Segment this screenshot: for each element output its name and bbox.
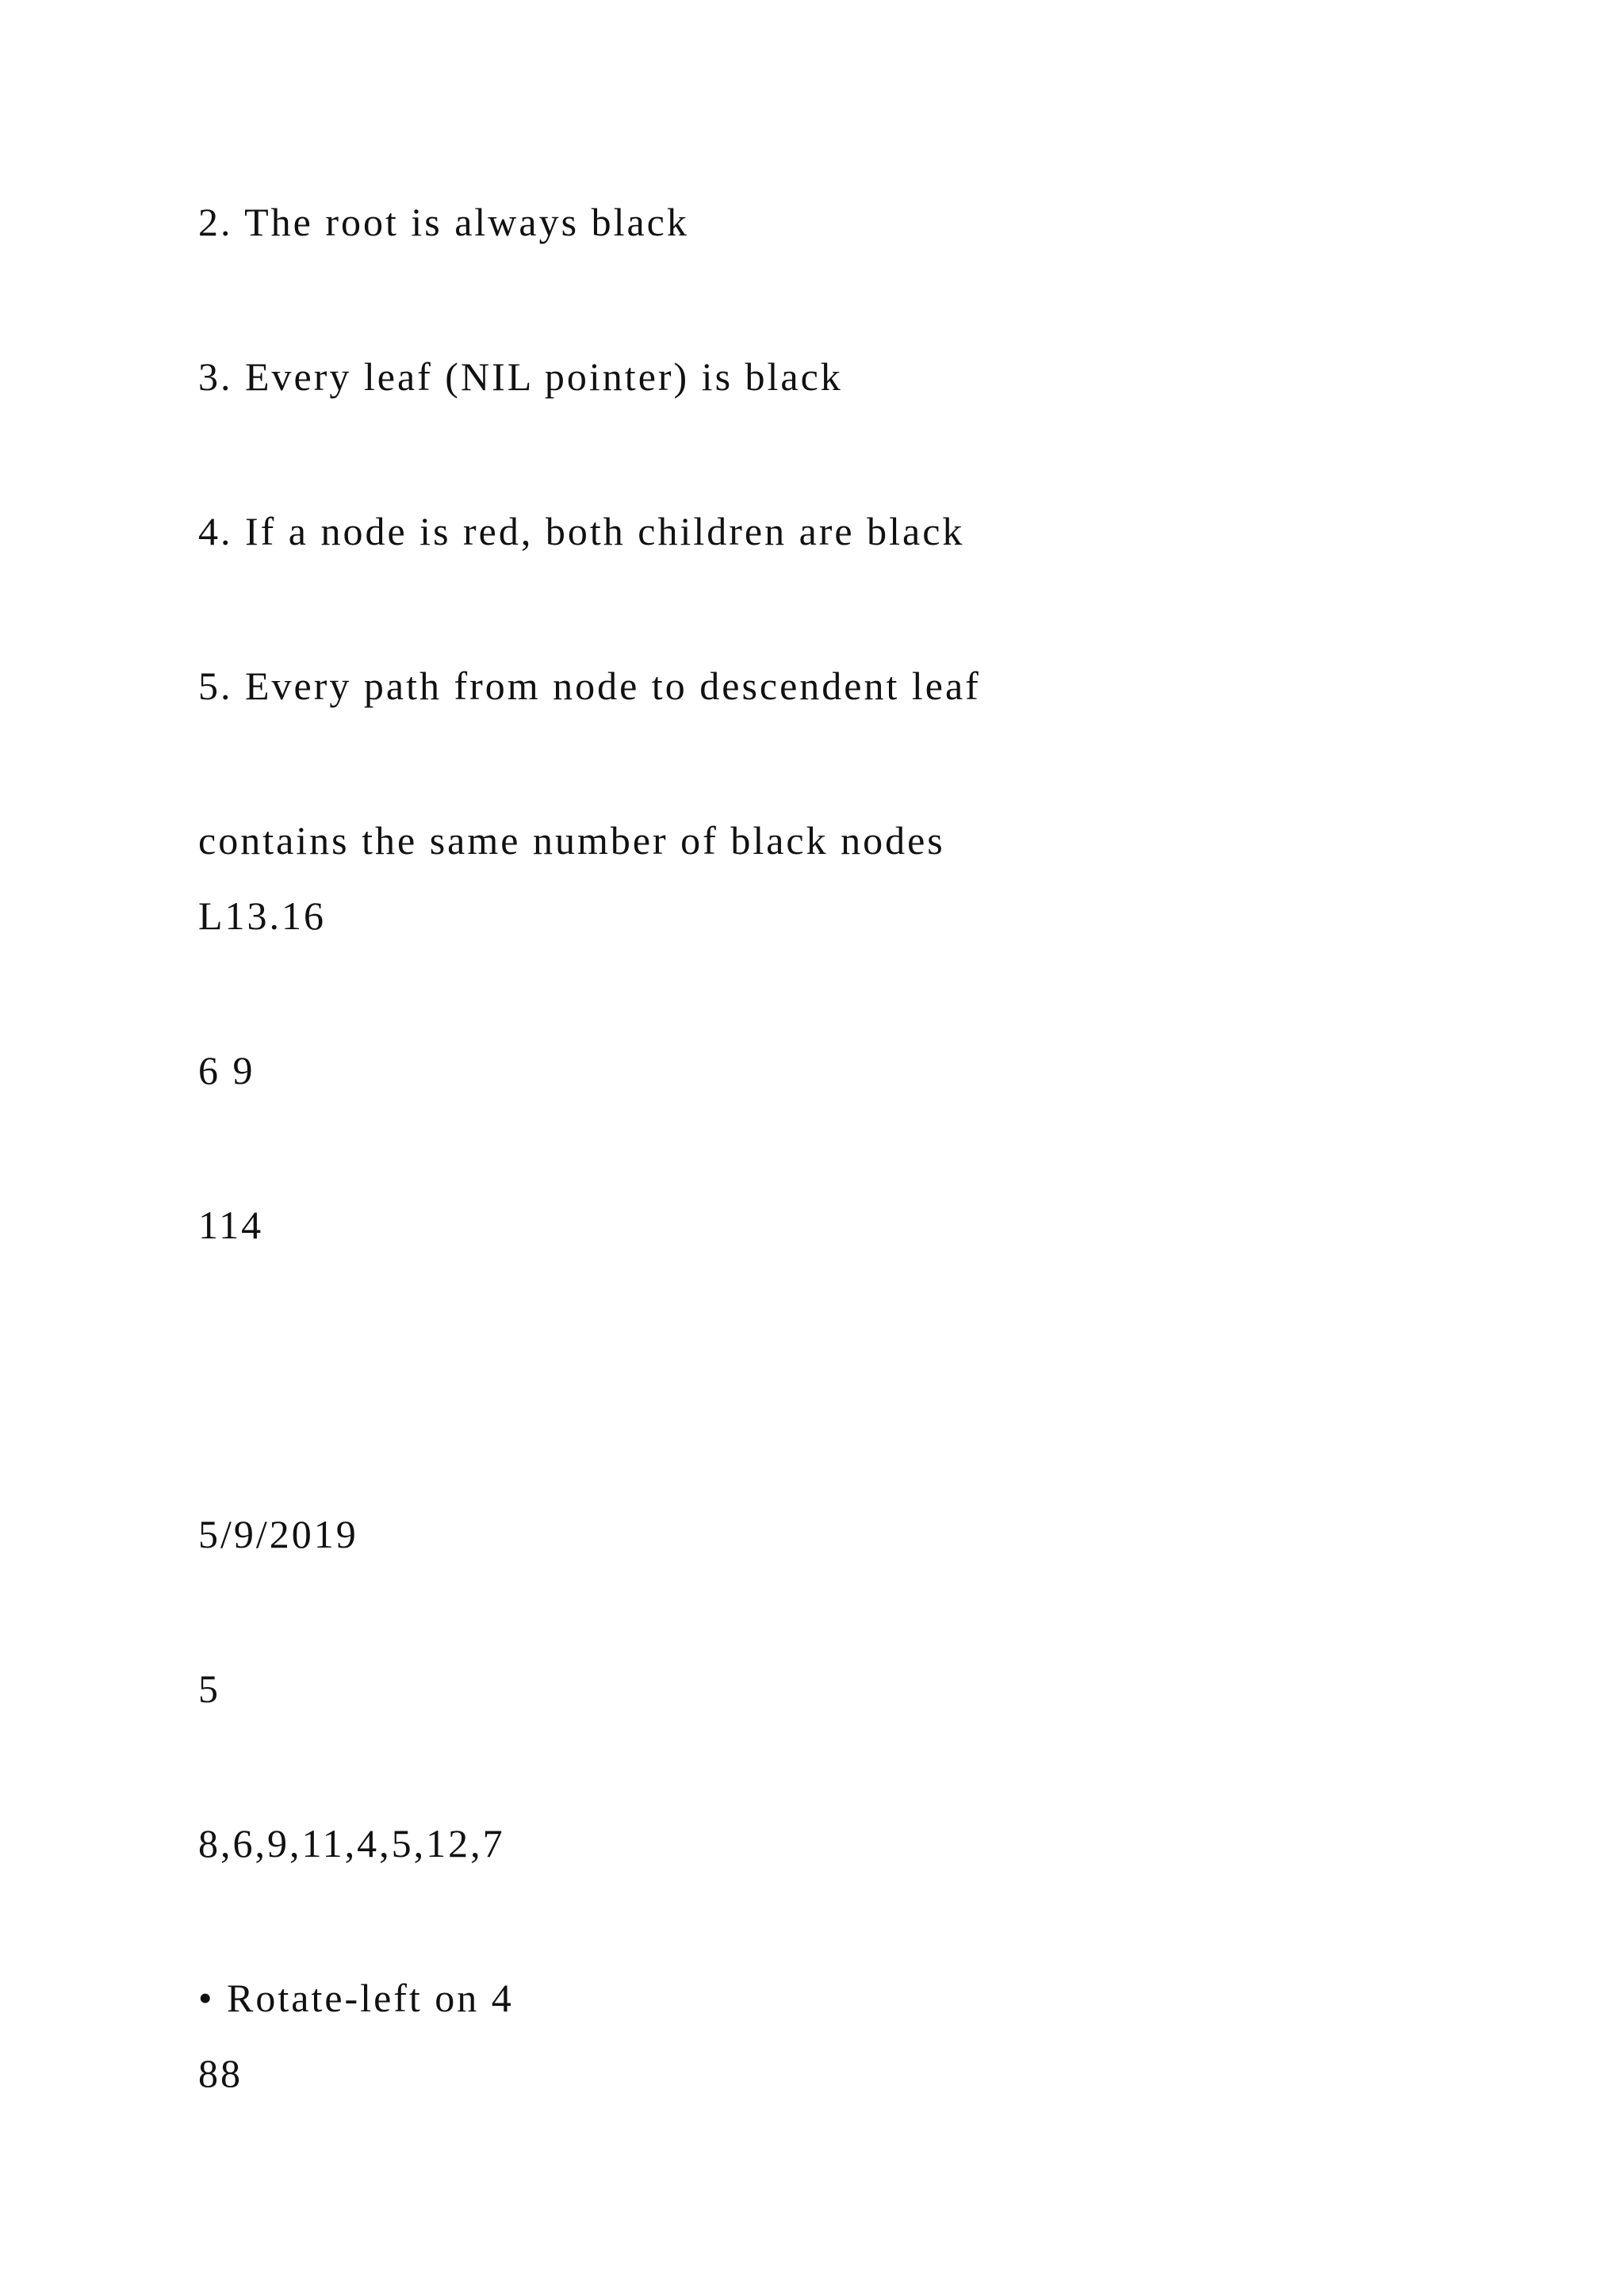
node-values-text: 88	[198, 2051, 243, 2095]
slide-label: L13.16	[198, 894, 327, 938]
rotation-step: • Rotate-left on 4	[198, 1976, 514, 2020]
page-number: 5	[198, 1667, 220, 1711]
rule-black-height-continued: contains the same number of black nodes	[198, 818, 945, 863]
insertion-sequence: 8,6,9,11,4,5,12,7	[198, 1821, 505, 1866]
rule-black-height: 5. Every path from node to descendent leaf	[198, 664, 981, 708]
rule-root-black: 2. The root is always black	[198, 200, 689, 244]
node-values-text: 114	[198, 1203, 264, 1247]
rule-red-children: 4. If a node is red, both children are black	[198, 509, 965, 553]
rule-leaf-black: 3. Every leaf (NIL pointer) is black	[198, 354, 843, 399]
node-values-text: 6 9	[198, 1048, 255, 1093]
slide-date: 5/9/2019	[198, 1512, 358, 1556]
